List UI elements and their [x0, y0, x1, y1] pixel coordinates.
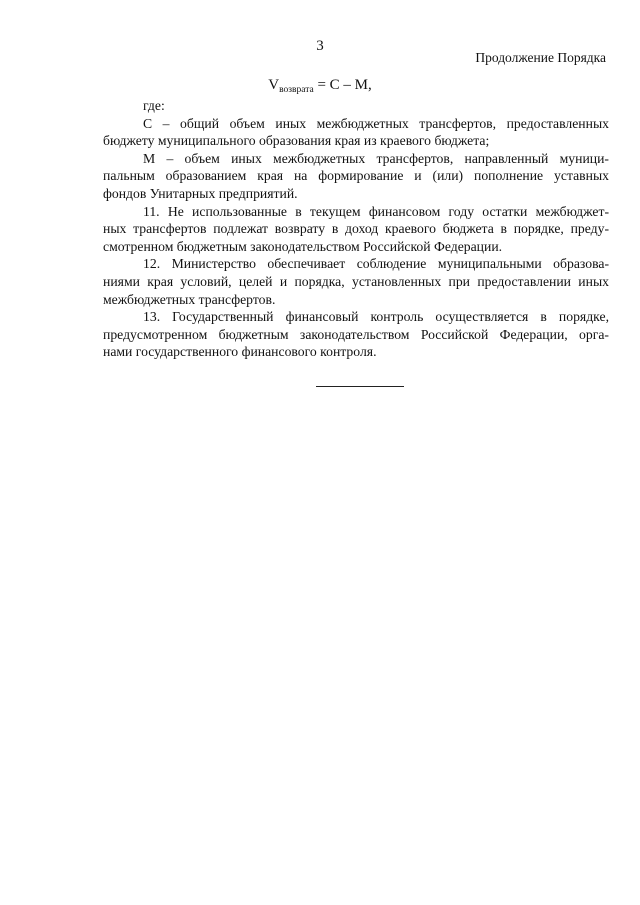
body-text — [103, 97, 609, 361]
formula-expression: = C – M, — [313, 77, 372, 93]
formula — [0, 77, 640, 94]
paragraph-line: пальным образованием края на формирование и (или) пополнение уставных — [103, 168, 609, 184]
paragraph-item-12 — [103, 255, 609, 308]
running-header: Продолжение Порядка — [475, 50, 606, 65]
paragraph-line: межбюджетных трансфертов. — [103, 291, 276, 307]
paragraph-line: предусмотренном бюджетным законодательством Российской Федерации, орга- — [103, 326, 609, 342]
paragraph-m-definition — [103, 150, 609, 203]
paragraph-line: фондов Унитарных предприятий. — [103, 185, 298, 201]
paragraph-line: бюджету муниципального образования края из краевого бюджета; — [103, 133, 490, 149]
paragraph-c-definition — [103, 115, 609, 150]
where-label: где: — [143, 98, 165, 113]
end-of-document-rule — [316, 386, 404, 387]
paragraph-line: М – объем иных межбюджетных трансфертов, направленный муници- — [143, 150, 609, 166]
paragraph-line: смотренном бюджетным законодательством Российской Федерации. — [103, 238, 503, 254]
paragraph-line: нами государственного финансового контроля. — [103, 344, 377, 360]
paragraph-item-13 — [103, 308, 609, 361]
paragraph-line: С – общий объем иных межбюджетных трансфертов, предоставленных — [143, 115, 609, 131]
paragraph-line: 11. Не использованные в текущем финансовом году остатки межбюджет- — [143, 203, 609, 219]
paragraph-line: ниями края условий, целей и порядка, установленных при предоставлении иных — [103, 273, 609, 289]
paragraph-line: 13. Государственный финансовый контроль осуществляется в порядке, — [143, 309, 609, 325]
page-number: 3 — [316, 38, 324, 54]
formula-variable: V — [268, 77, 280, 93]
paragraph-line: 12. Министерство обеспечивает соблюдение муниципальными образова- — [143, 256, 609, 272]
paragraph-item-11 — [103, 203, 609, 256]
paragraph-line: ных трансфертов подлежат возврату в доход краевого бюджета в порядке, преду- — [103, 221, 609, 237]
formula-subscript: возврата — [279, 85, 314, 95]
